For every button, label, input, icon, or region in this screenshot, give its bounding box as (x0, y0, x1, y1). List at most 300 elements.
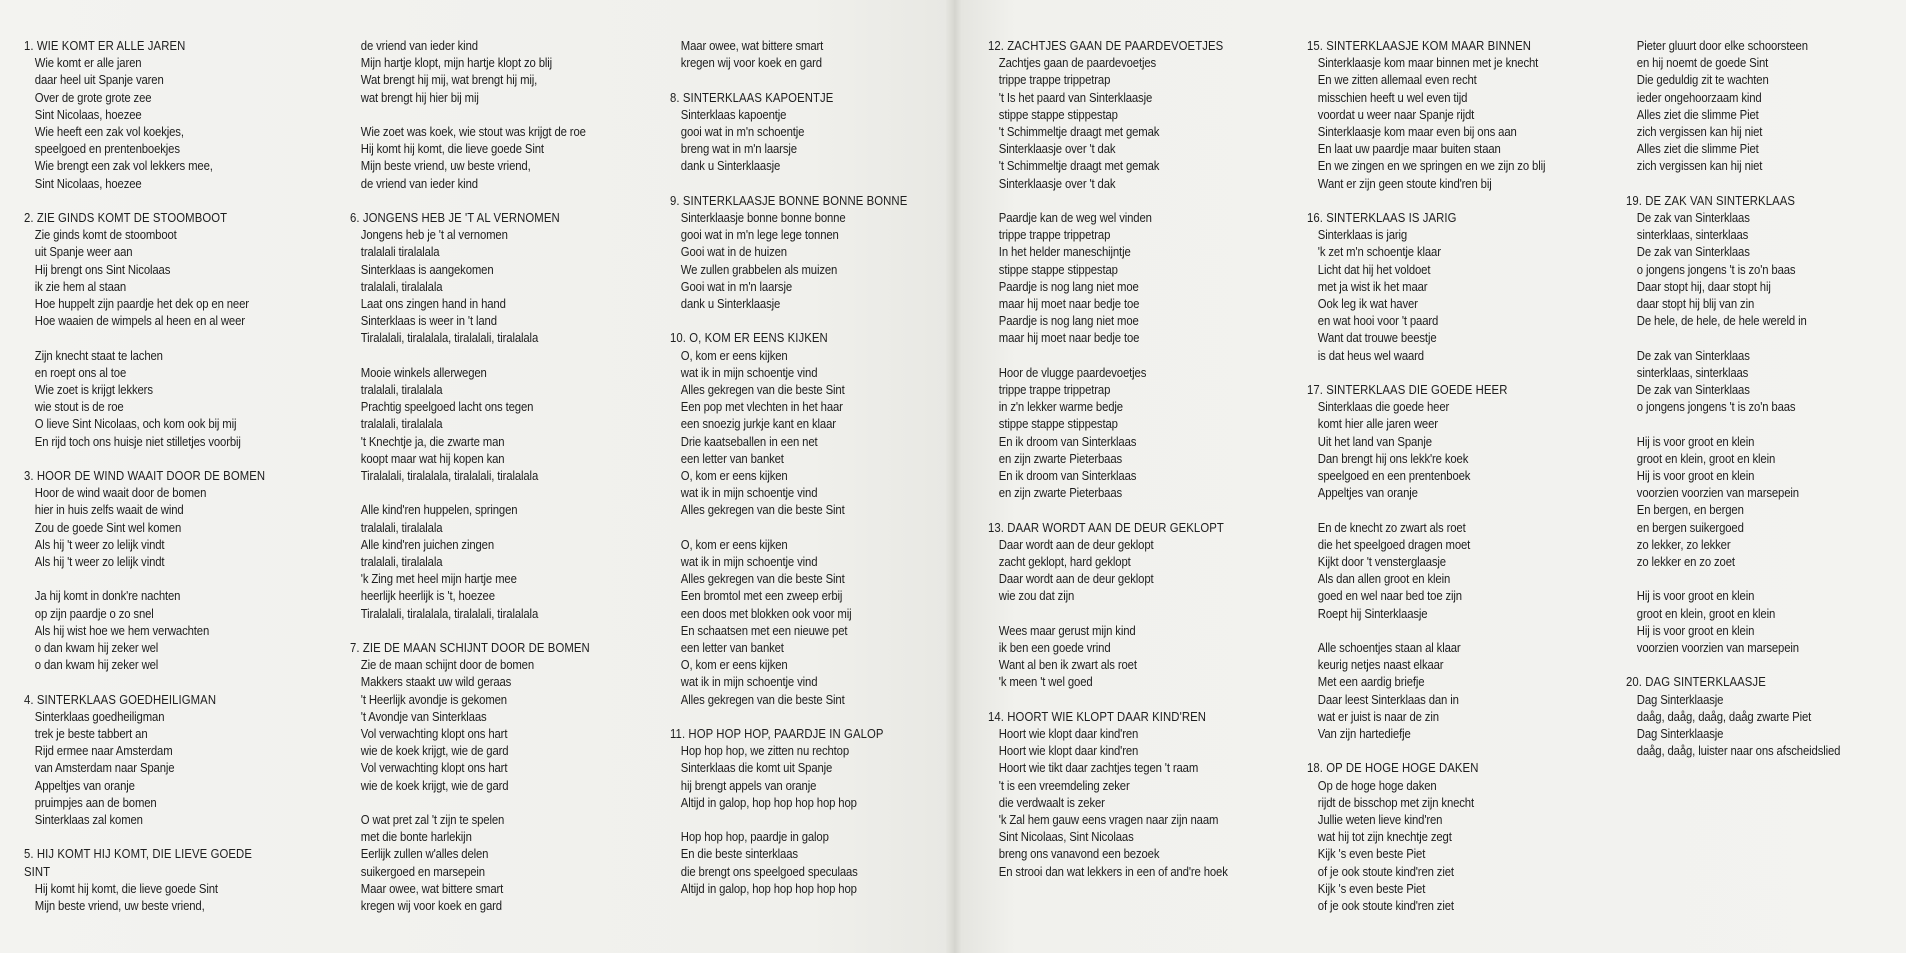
lyric-line: groot en klein, groot en klein (1636, 606, 1776, 621)
song-title: 2. ZIE GINDS KOMT DE STOOMBOOT (24, 211, 228, 226)
lyric-line: Alles gekregen van die beste Sint (680, 572, 845, 587)
lyric-line: Een bromtol met een zweep erbij (680, 589, 843, 604)
lyric-line: die brengt ons speelgoed speculaas (680, 864, 858, 879)
lyric-line: en wat hooi voor 't paard (1317, 314, 1439, 329)
song-lyrics (1307, 55, 1545, 193)
lyric-line: Met een aardig briefje (1317, 675, 1425, 690)
lyric-line: En ik droom van Sinterklaas (998, 469, 1137, 484)
song-block (988, 520, 1228, 692)
lyric-line: ieder ongehoorzaam kind (1636, 90, 1762, 105)
lyric-line: Alle kind'ren juichen zingen (360, 537, 495, 552)
lyrics-column-2 (350, 38, 590, 932)
lyric-line: daar heel uit Spanje varen (34, 73, 164, 88)
lyric-line: Daar wordt aan de deur geklopt (998, 537, 1154, 552)
lyric-line: Altijd in galop, hop hop hop hop hop (680, 881, 857, 896)
lyric-line: Hop hop hop, we zitten nu rechtop (680, 744, 850, 759)
lyric-line: 't Is het paard van Sinterklaasje (998, 90, 1153, 105)
lyric-line: maar hij moet naar bedje toe (998, 297, 1140, 312)
lyric-line: Uit het land van Spanje (1317, 434, 1432, 449)
lyric-line: gooi wat in m'n schoentje (680, 125, 805, 139)
lyric-line: speelgoed en een prentenboek (1317, 469, 1471, 484)
lyric-line: Gooi wat in de huizen (680, 245, 787, 260)
lyric-line: Hop hop hop, paardje in galop (680, 830, 829, 845)
lyric-line: de vriend van ieder kind (360, 176, 478, 191)
lyric-line: die verdwaalt is zeker (998, 795, 1105, 810)
song-lyrics (988, 55, 1228, 502)
lyric-line: Appeltjes van oranje (1317, 486, 1418, 501)
lyric-line: een snoezig jurkje kant en klaar (680, 417, 836, 432)
song-title: 15. SINTERKLAASJE KOM MAAR BINNEN (1307, 39, 1532, 53)
song-lyrics (1626, 692, 1840, 761)
song-block (1626, 38, 1840, 176)
lyric-line: We zullen grabbelen als muizen (680, 262, 838, 277)
lyric-line: 't Knechtje ja, die zwarte man (360, 434, 505, 449)
lyric-line: Eerlijk zullen w'alles delen (360, 847, 489, 862)
lyric-line: voordat u weer naar Spanje rijdt (1317, 107, 1475, 122)
lyric-line: wat ik in mijn schoentje vind (680, 486, 818, 501)
lyric-line: o dan kwam hij zeker wel (34, 641, 159, 656)
lyric-line: Wie zoet is krijgt lekkers (34, 383, 153, 398)
song-block (1626, 674, 1840, 760)
lyric-line: Appeltjes van oranje (34, 778, 135, 793)
lyric-line: Hij is voor groot en klein (1636, 469, 1755, 484)
lyric-line: een letter van banket (680, 451, 784, 466)
lyric-line: of je ook stoute kind'ren ziet (1317, 899, 1454, 914)
verse-break (681, 520, 908, 537)
lyric-line: Sinterklaas is aangekomen (360, 262, 494, 277)
lyric-line: zacht geklopt, hard geklopt (998, 555, 1131, 570)
lyric-line: Daar leest Sinterklaas dan in (1317, 692, 1459, 707)
lyric-line: Jongens heb je 't al vernomen (360, 228, 508, 243)
lyric-line: En we zingen en we springen en we zijn zo blij (1317, 159, 1546, 174)
song-block (24, 692, 265, 830)
lyric-line: Zou de goede Sint wel komen (34, 520, 182, 535)
lyric-line: wat ik in mijn schoentje vind (680, 365, 818, 380)
song-title: 17. SINTERKLAAS DIE GOEDE HEER (1307, 383, 1508, 398)
lyric-line: Kijk 's even beste Piet (1317, 881, 1426, 896)
verse-break (361, 107, 590, 124)
song-block (670, 330, 907, 708)
verse-break (999, 606, 1228, 623)
lyric-line: tralalali, tiralalala (360, 279, 443, 294)
lyric-line: zich vergissen kan hij niet (1636, 159, 1763, 174)
lyric-line: Sinterklaasje over 't dak (998, 176, 1116, 191)
lyric-line: kregen wij voor koek en gard (360, 899, 502, 914)
lyric-line: sinterklaas, sinterklaas (1636, 365, 1749, 380)
song-lyrics (670, 743, 907, 898)
song-lyrics (670, 38, 907, 72)
lyric-line: heerlijk heerlijk is 't, hoezee (360, 589, 495, 604)
lyric-line: tralalali, tiralalala (360, 520, 443, 535)
lyric-line: wat brengt hij hier bij mij (360, 90, 479, 105)
lyric-line: in z'n lekker warme bedje (998, 400, 1123, 415)
lyrics-column-5 (1307, 38, 1545, 932)
song-title: 19. DE ZAK VAN SINTERKLAAS (1626, 193, 1796, 208)
song-lyrics (670, 210, 907, 313)
song-lyrics (1307, 778, 1545, 916)
song-lyrics (670, 348, 907, 709)
lyric-line: en roept ons al toe (34, 365, 127, 380)
lyric-line: zo lekker, zo lekker (1636, 537, 1731, 552)
lyric-line: keurig netjes naast elkaar (1317, 658, 1444, 673)
lyric-line: Altijd in galop, hop hop hop hop hop (680, 795, 857, 810)
song-block (670, 90, 907, 176)
song-title: 8. SINTERKLAAS KAPOENTJE (670, 90, 834, 105)
lyric-line: O, kom er eens kijken (680, 348, 788, 363)
song-block (670, 38, 907, 72)
song-lyrics (1626, 38, 1840, 176)
lyric-line: speelgoed en prentenboekjes (34, 142, 180, 157)
lyric-line: En de knecht zo zwart als roet (1317, 520, 1466, 535)
lyric-line: 't Schimmeltje draagt met gemak (998, 159, 1160, 174)
lyric-line: dank u Sinterklaasje (680, 159, 781, 174)
lyric-line: Dag Sinterklaasje (1636, 727, 1724, 742)
lyric-line: 't is een vreemdeling zeker (998, 778, 1130, 793)
song-lyrics (24, 227, 265, 451)
lyric-line: Wie brengt een zak vol lekkers mee, (34, 159, 213, 174)
lyric-line: tralalali tiralalala (360, 245, 440, 260)
lyric-line: Maar owee, wat bittere smart (680, 39, 824, 53)
lyric-line: Kijk 's even beste Piet (1317, 847, 1426, 862)
lyric-line: tralalali, tiralalala (360, 417, 443, 432)
lyric-line: Sint Nicolaas, Sint Nicolaas (998, 830, 1134, 845)
lyrics-column-6 (1626, 38, 1840, 778)
lyric-line: groot en klein, groot en klein (1636, 451, 1776, 466)
lyric-line: Sinterklaas die komt uit Spanje (680, 761, 833, 776)
lyric-line: trippe trappe trippetrap (998, 73, 1111, 88)
lyric-line: Jullie weten lieve kind'ren (1317, 813, 1443, 828)
lyric-line: Sinterklaasje bonne bonne bonne (680, 211, 846, 225)
lyric-line: Sinterklaasje kom maar binnen met je knecht (1317, 56, 1539, 71)
lyric-line: koopt maar wat hij kopen kan (360, 451, 505, 466)
song-title: 12. ZACHTJES GAAN DE PAARDEVOETJES (988, 39, 1224, 53)
lyric-line: Sinterklaas goedheiligman (34, 709, 165, 724)
lyric-line: pruimpjes aan de bomen (34, 795, 157, 810)
lyric-line: Wees maar gerust mijn kind (998, 623, 1136, 638)
lyric-line: stippe stappe stippestap (998, 417, 1118, 432)
lyric-line: wie de koek krijgt, wie de gard (360, 778, 509, 793)
verse-break (1637, 416, 1841, 433)
song-lyrics (1626, 210, 1840, 657)
lyric-line: Sint Nicolaas, hoezee (34, 107, 142, 122)
lyric-line: hij brengt appels van oranje (680, 778, 817, 793)
lyric-line: en bergen suikergoed (1636, 520, 1744, 535)
lyric-line: Alles ziet die slimme Piet (1636, 142, 1759, 157)
song-block (988, 38, 1228, 502)
song-lyrics (350, 657, 590, 915)
lyric-line: Pieter gluurt door elke schoorsteen (1636, 39, 1808, 53)
lyric-line: Drie kaatseballen in een net (680, 434, 818, 449)
song-title: 11. HOP HOP HOP, PAARDJE IN GALOP (670, 727, 884, 742)
lyric-line: O, kom er eens kijken (680, 658, 788, 673)
lyric-line: Vol verwachting klopt ons hart (360, 761, 508, 776)
lyric-line: dank u Sinterklaasje (680, 297, 781, 312)
song-title: 18. OP DE HOGE HOGE DAKEN (1307, 761, 1479, 776)
lyric-line: o dan kwam hij zeker wel (34, 658, 159, 673)
lyric-line: Hij is voor groot en klein (1636, 589, 1755, 604)
song-block (1307, 382, 1545, 743)
song-lyrics (670, 107, 907, 176)
lyric-line: Laat ons zingen hand in hand (360, 297, 506, 312)
song-title-continued: SINT (24, 864, 51, 879)
lyric-line: Als dan allen groot en klein (1317, 572, 1451, 587)
lyric-line: maar hij moet naar bedje toe (998, 331, 1140, 346)
lyric-line: trippe trappe trippetrap (998, 228, 1111, 243)
lyric-line: Mijn beste vriend, uw beste vriend, (34, 899, 205, 914)
lyric-line: de vriend van ieder kind (360, 39, 478, 53)
lyric-line: Maar owee, wat bittere smart (360, 881, 504, 896)
song-title: 4. SINTERKLAAS GOEDHEILIGMAN (24, 692, 217, 707)
lyric-line: Hij komt hij komt, die lieve goede Sint (34, 881, 218, 896)
verse-break (1637, 330, 1841, 347)
song-block (350, 640, 590, 915)
lyric-line: Hoor de vlugge paardevoetjes (998, 365, 1147, 380)
verse-break (361, 795, 590, 812)
song-title: 7. ZIE DE MAAN SCHIJNT DOOR DE BOMEN (350, 641, 590, 656)
verse-break (361, 485, 590, 502)
verse-break (1637, 571, 1841, 588)
lyric-line: Sinterklaasje kom maar even bij ons aan (1317, 125, 1517, 140)
lyric-line: Alles gekregen van die beste Sint (680, 692, 845, 707)
lyric-line: Alles gekregen van die beste Sint (680, 383, 845, 398)
lyric-line: daåg, daåg, luister naar ons afscheidslied (1636, 744, 1841, 759)
lyric-line: Kijkt door 't vensterglaasje (1317, 555, 1446, 570)
lyric-line: Dan brengt hij ons lekk're koek (1317, 451, 1469, 466)
lyric-line: Roept hij Sinterklaasje (1317, 606, 1428, 621)
lyric-line: Over de grote grote zee (34, 90, 152, 105)
lyric-line: wat hij tot zijn knechtje zegt (1317, 830, 1452, 845)
lyric-line: van Amsterdam naar Spanje (34, 761, 175, 776)
lyric-line: Wat brengt hij mij, wat brengt hij mij, (360, 73, 538, 88)
lyric-line: een letter van banket (680, 641, 784, 656)
song-lyrics (1307, 399, 1545, 743)
lyric-line: Hij is voor groot en klein (1636, 434, 1755, 449)
song-title: 5. HIJ KOMT HIJ KOMT, DIE LIEVE GOEDE (24, 847, 252, 862)
lyric-line: De zak van Sinterklaas (1636, 245, 1750, 260)
lyric-line: Mooie winkels allerwegen (360, 365, 487, 380)
verse-break (999, 348, 1228, 365)
lyric-line: gooi wat in m'n lege lege tonnen (680, 228, 839, 243)
song-title: 6. JONGENS HEB JE 'T AL VERNOMEN (350, 211, 560, 225)
lyric-line: O, kom er eens kijken (680, 537, 788, 552)
lyric-line: Zachtjes gaan de paardevoetjes (998, 56, 1157, 71)
lyric-line: O, kom er eens kijken (680, 469, 788, 484)
lyrics-column-3 (670, 38, 907, 915)
lyric-line: Hoort wie tikt daar zachtjes tegen 't raam (998, 761, 1199, 776)
lyric-line: ik zie hem al staan (34, 279, 127, 294)
lyrics-column-1 (24, 38, 265, 932)
lyric-line: Dag Sinterklaasje (1636, 692, 1724, 707)
song-block (350, 210, 590, 623)
lyric-line: rijdt de bisschop met zijn knecht (1317, 795, 1474, 810)
lyric-line: een doos met blokken ook voor mij (680, 606, 852, 621)
lyric-line: en hij noemt de goede Sint (1636, 56, 1769, 71)
song-title: 3. HOOR DE WIND WAAIT DOOR DE BOMEN (24, 469, 266, 484)
lyric-line: Sinterklaas die goede heer (1317, 400, 1450, 415)
lyric-line: wat ik in mijn schoentje vind (680, 675, 818, 690)
lyric-line: Licht dat hij het voldoet (1317, 262, 1431, 277)
song-block (1307, 38, 1545, 193)
lyric-line: Daar wordt aan de deur geklopt (998, 572, 1154, 587)
lyric-line: Want dat trouwe beestje (1317, 331, 1437, 346)
lyric-line: Gooi wat in m'n laarsje (680, 279, 792, 294)
lyric-line: De hele, de hele, de hele wereld in (1636, 314, 1807, 329)
lyric-line: kregen wij voor koek en gard (680, 56, 822, 71)
lyric-line: Hij komt hij komt, die lieve goede Sint (360, 142, 544, 157)
lyric-line: hier in huis zelfs waait de wind (34, 503, 184, 518)
lyric-line: En schaatsen met een nieuwe pet (680, 623, 848, 638)
lyric-line: met ja wist ik het maar (1317, 279, 1428, 294)
verse-break (35, 330, 265, 347)
song-lyrics (24, 485, 265, 674)
lyric-line: En laat uw paardje maar buiten staan (1317, 142, 1501, 157)
lyric-line: Hoe waaien de wimpels al heen en al weer (34, 314, 245, 329)
lyric-line: Wie zoet was koek, wie stout was krijgt de roe (360, 125, 586, 139)
lyric-line: Hoort wie klopt daar kind'ren (998, 727, 1139, 742)
lyric-line: Sinterklaas zal komen (34, 813, 143, 828)
lyric-line: die het speelgoed dragen moet (1317, 537, 1471, 552)
lyric-line: Alles gekregen van die beste Sint (680, 503, 845, 518)
lyric-line: voorzien voorzien van marsepein (1636, 486, 1799, 501)
lyric-line: O wat pret zal 't zijn te spelen (360, 813, 505, 828)
lyric-line: Hoort wie klopt daar kind'ren (998, 744, 1139, 759)
lyric-line: en zijn zwarte Pieterbaas (998, 451, 1123, 466)
lyric-line: Als hij 't weer zo lelijk vindt (34, 537, 165, 552)
lyric-line: Tiralalali, tiralalala, tiralalali, tiralalala (360, 606, 539, 621)
lyric-line: Hoe huppelt zijn paardje het dek op en neer (34, 297, 249, 312)
lyric-line: De zak van Sinterklaas (1636, 348, 1750, 363)
lyric-line: Alle schoentjes staan al klaar (1317, 641, 1461, 656)
lyric-line: Ja hij komt in donk're nachten (34, 589, 181, 604)
lyric-line: Hij brengt ons Sint Nicolaas (34, 262, 171, 277)
lyric-line: Paardje kan de weg wel vinden (998, 211, 1152, 226)
lyric-line: wie zou dat zijn (998, 589, 1075, 604)
lyric-line: wie stout is de roe (34, 400, 124, 415)
lyric-line: 't Schimmeltje draagt met gemak (998, 125, 1160, 140)
verse-break (999, 193, 1228, 210)
lyric-line: Want al ben ik zwart als roet (998, 658, 1137, 673)
lyric-line: sinterklaas, sinterklaas (1636, 228, 1749, 243)
lyric-line: In het helder maneschijntje (998, 245, 1131, 260)
verse-break (361, 348, 590, 365)
song-lyrics (988, 537, 1228, 692)
page-gutter (946, 0, 962, 953)
song-block (1626, 193, 1840, 657)
lyric-line: Prachtig speelgoed lacht ons tegen (360, 400, 534, 415)
lyric-line: Sinterklaas is weer in 't land (360, 314, 497, 329)
lyric-line: daar stopt hij blij van zin (1636, 297, 1755, 312)
lyric-line: Die geduldig zit te wachten (1636, 73, 1769, 88)
lyric-line: wat ik in mijn schoentje vind (680, 555, 818, 570)
lyric-line: Zie ginds komt de stoomboot (34, 228, 177, 243)
lyric-line: Want er zijn geen stoute kind'ren bij (1317, 176, 1492, 191)
lyric-line: 'k zet m'n schoentje klaar (1317, 245, 1441, 260)
song-title: 1. WIE KOMT ER ALLE JAREN (24, 39, 186, 53)
lyric-line: zich vergissen kan hij niet (1636, 125, 1763, 140)
lyric-line: Paardje is nog lang niet moe (998, 279, 1139, 294)
lyric-line: op zijn paardje o zo snel (34, 606, 154, 621)
lyric-line: Van zijn hartediefje (1317, 727, 1411, 742)
lyric-line: stippe stappe stippestap (998, 107, 1118, 122)
lyric-line: Alles ziet die slimme Piet (1636, 107, 1759, 122)
lyric-line: met die bonte harlekijn (360, 830, 472, 845)
lyric-line: breng ons vanavond een bezoek (998, 847, 1160, 862)
lyric-line: stippe stappe stippestap (998, 262, 1118, 277)
lyric-line: uit Spanje weer aan (34, 245, 133, 260)
lyric-line: Wie komt er alle jaren (34, 56, 142, 71)
lyric-line: Sinterklaas kapoentje (680, 107, 787, 122)
song-title: 9. SINTERKLAASJE BONNE BONNE BONNE (670, 193, 908, 208)
lyric-line: suikergoed en marsepein (360, 864, 485, 879)
song-lyrics (988, 726, 1228, 881)
lyric-line: En strooi dan wat lekkers in een of and're hoek (998, 864, 1228, 879)
song-lyrics (24, 881, 265, 915)
song-title: 14. HOORT WIE KLOPT DAAR KIND'REN (988, 709, 1207, 724)
lyric-line: o jongens jongens 't is zo'n baas (1636, 400, 1796, 415)
lyric-line: tralalali, tiralalala (360, 383, 443, 398)
lyric-line: De zak van Sinterklaas (1636, 211, 1750, 226)
lyric-line: Rijd ermee naar Amsterdam (34, 744, 173, 759)
lyric-line: wat er juist is naar de zin (1317, 709, 1439, 724)
lyric-line: En we zitten allemaal even recht (1317, 73, 1477, 88)
lyric-line: is dat heus wel waard (1317, 348, 1424, 363)
lyric-line: 'k meen 't wel goed (998, 675, 1093, 690)
verse-break (1318, 623, 1546, 640)
lyric-line: en zijn zwarte Pieterbaas (998, 486, 1123, 501)
song-block (988, 709, 1228, 881)
song-lyrics (24, 55, 265, 193)
lyric-line: Daar stopt hij, daar stopt hij (1636, 279, 1771, 294)
lyric-line: Mijn beste vriend, uw beste vriend, (360, 159, 531, 174)
song-lyrics (1307, 227, 1545, 365)
song-block (1307, 760, 1545, 915)
song-title: 16. SINTERKLAAS IS JARIG (1307, 211, 1457, 226)
lyric-line: 't Heerlijk avondje is gekomen (360, 692, 507, 707)
lyric-line: komt hier alle jaren weer (1317, 417, 1438, 432)
lyric-line: o jongens jongens 't is zo'n baas (1636, 262, 1796, 277)
lyric-line: daåg, daåg, daåg, daåg zwarte Piet (1636, 709, 1812, 724)
song-block (670, 726, 907, 898)
song-block (24, 210, 265, 451)
lyric-line: wie de koek krijgt, wie de gard (360, 744, 509, 759)
lyrics-column-4 (988, 38, 1228, 898)
lyric-line: Hoor de wind waait door de bomen (34, 486, 207, 501)
song-block (1307, 210, 1545, 365)
lyric-line: Sinterklaasje over 't dak (998, 142, 1116, 157)
song-title: 10. O, KOM ER EENS KIJKEN (670, 331, 828, 346)
lyric-line: breng wat in m'n laarsje (680, 142, 797, 157)
song-lyrics (350, 38, 590, 193)
lyric-line: Een pop met vlechten in het haar (680, 400, 843, 415)
lyric-line: voorzien voorzien van marsepein (1636, 641, 1799, 656)
lyric-line: Sinterklaas is jarig (1317, 228, 1408, 243)
lyric-line: Tiralalali, tiralalala, tiralalali, tiralalala (360, 469, 539, 484)
song-block (24, 846, 265, 915)
lyric-line: Mijn hartje klopt, mijn hartje klopt zo blij (360, 56, 553, 71)
lyric-line: En die beste sinterklaas (680, 847, 798, 862)
song-block (350, 38, 590, 193)
song-lyrics (350, 227, 590, 623)
lyric-line: misschien heeft u wel even tijd (1317, 90, 1468, 105)
lyric-line: of je ook stoute kind'ren ziet (1317, 864, 1454, 879)
verse-break (681, 812, 908, 829)
lyric-line: Tiralalali, tiralalala, tiralalali, tiralalala (360, 331, 539, 346)
lyric-line: Ook leg ik wat haver (1317, 297, 1418, 312)
lyric-line: Paardje is nog lang niet moe (998, 314, 1139, 329)
lyric-line: Alle kind'ren huppelen, springen (360, 503, 518, 518)
lyric-line: 'k Zal hem gauw eens vragen naar zijn naam (998, 813, 1219, 828)
lyric-line: goed en wel naar bed toe zijn (1317, 589, 1462, 604)
